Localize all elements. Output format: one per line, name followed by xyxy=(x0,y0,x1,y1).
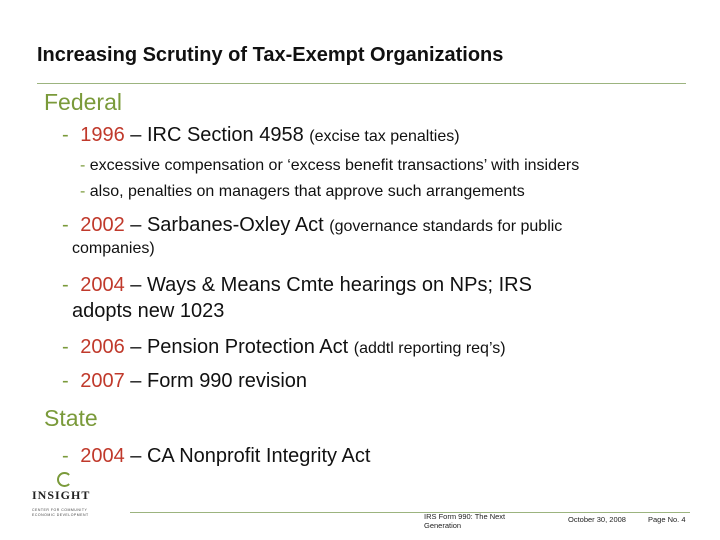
item-2004-federal xyxy=(62,274,532,297)
sub-item-text: also, penalties on managers that approve such arrangements xyxy=(89,183,525,200)
sub-item-penalties xyxy=(80,183,525,201)
logo-subtext-1: CENTER FOR COMMUNITY xyxy=(32,508,88,512)
item-2002-note-cont: companies) xyxy=(72,240,155,257)
year-2004-state: 2004 xyxy=(80,445,125,467)
logo-subtext-2: ECONOMIC DEVELOPMENT xyxy=(32,513,89,517)
dash-marker: - xyxy=(62,370,69,392)
dash-marker: - xyxy=(62,445,69,467)
item-2004-cont: adopts new 1023 xyxy=(72,300,225,322)
item-2006-note: (addtl reporting req’s) xyxy=(353,340,506,357)
logo-ring-icon xyxy=(57,472,72,487)
year-1996: 1996 xyxy=(80,124,125,146)
sub-item-excessive-compensation xyxy=(80,157,579,175)
footer-doc-title-line-2: Generation xyxy=(424,521,462,530)
insight-logo xyxy=(32,472,117,522)
year-2002: 2002 xyxy=(80,214,125,236)
slide-title: Increasing Scrutiny of Tax-Exempt Organizations xyxy=(37,44,504,66)
dash-marker: - xyxy=(80,183,86,200)
item-1996-text: – IRC Section 4958 xyxy=(124,124,310,146)
dash-marker: - xyxy=(62,274,69,296)
footer-divider xyxy=(130,512,690,513)
dash-marker: - xyxy=(62,336,69,358)
item-2007 xyxy=(62,370,307,393)
item-1996-note: (excise tax penalties) xyxy=(309,128,460,145)
sub-item-text: excessive compensation or ‘excess benefit transactions’ with insiders xyxy=(89,157,580,174)
item-1996 xyxy=(62,124,460,147)
item-2002 xyxy=(62,214,562,237)
item-2006 xyxy=(62,336,506,359)
item-2007-text: – Form 990 revision xyxy=(124,370,308,392)
item-2004-text: – Ways & Means Cmte hearings on NPs; IRS xyxy=(124,274,532,296)
footer-doc-title xyxy=(424,512,505,530)
dash-marker: - xyxy=(80,157,86,174)
state-heading: State xyxy=(44,405,98,431)
item-2006-text: – Pension Protection Act xyxy=(124,336,354,358)
footer-date: October 30, 2008 xyxy=(568,515,626,524)
dash-marker: - xyxy=(62,124,69,146)
footer-doc-title-line-1: IRS Form 990: The Next xyxy=(424,512,506,521)
year-2007: 2007 xyxy=(80,370,125,392)
footer-page-number: Page No. 4 xyxy=(648,515,686,524)
title-divider xyxy=(37,83,686,84)
item-2004-state-text: – CA Nonprofit Integrity Act xyxy=(124,445,371,467)
year-2006: 2006 xyxy=(80,336,125,358)
logo-wordmark: INSIGHT xyxy=(32,488,91,502)
year-2004: 2004 xyxy=(80,274,125,296)
dash-marker: - xyxy=(62,214,69,236)
federal-heading: Federal xyxy=(44,89,122,115)
item-2002-note: (governance standards for public xyxy=(329,218,563,235)
item-2002-text: – Sarbanes-Oxley Act xyxy=(124,214,330,236)
item-2004-state xyxy=(62,445,370,468)
